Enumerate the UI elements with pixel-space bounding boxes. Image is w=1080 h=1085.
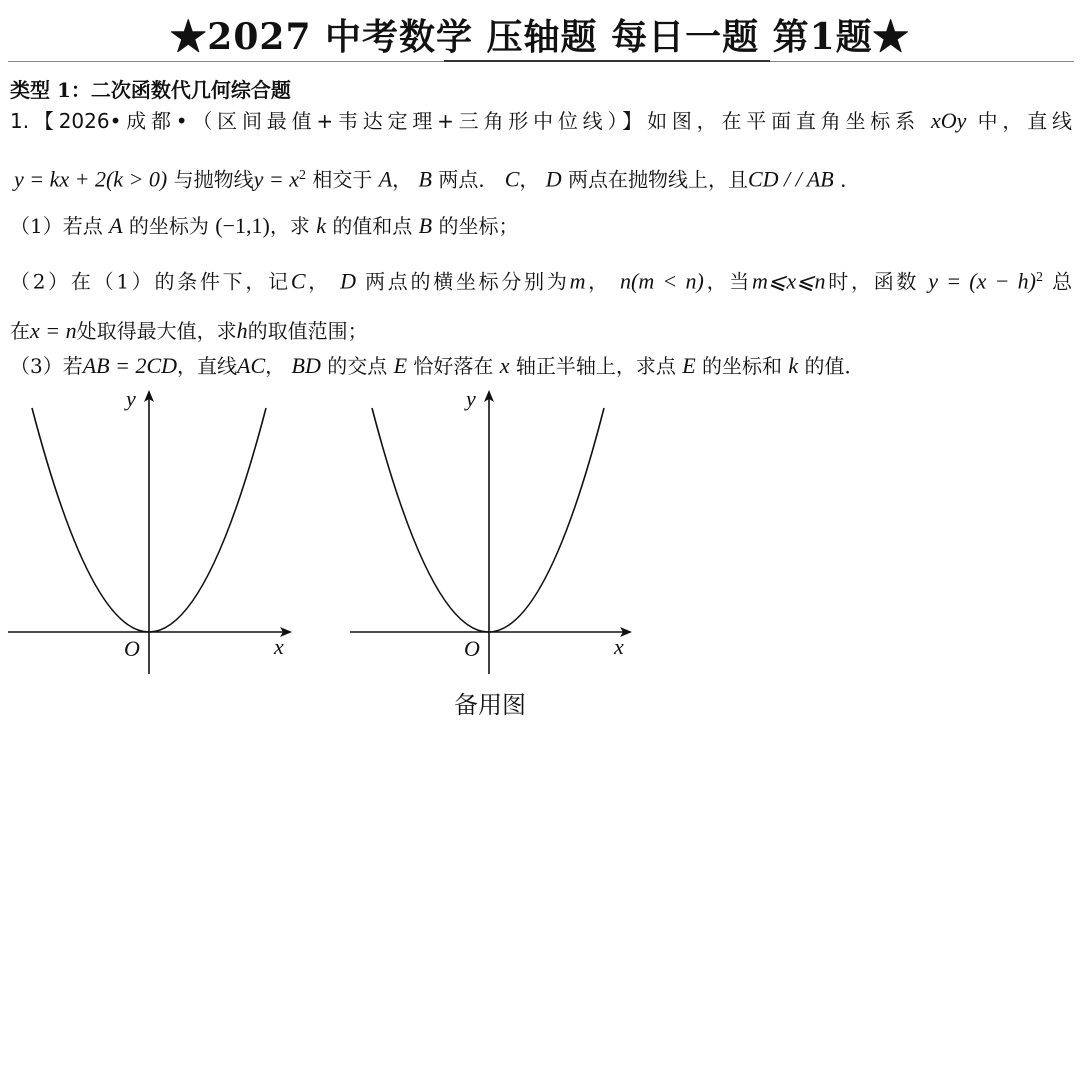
y-axis-label: y <box>126 386 136 411</box>
part-2-continued <box>10 316 368 346</box>
with-parabola-text: 与抛物线 <box>173 167 254 192</box>
part2-function-expression: y = (x − h) <box>928 268 1037 294</box>
figure-caption: 备用图 <box>454 691 526 719</box>
line-ac: AC <box>237 353 266 378</box>
var-x: x <box>499 353 510 378</box>
part1-coord-text: 的坐标为 <box>128 214 209 238</box>
comma: ， <box>265 354 286 378</box>
point-c: C <box>504 166 520 192</box>
part3-axis: 轴正半轴上，求点 <box>515 354 676 378</box>
part-3 <box>10 351 865 381</box>
part1-lead: （1）若点 <box>10 214 103 238</box>
y-axis-label: y <box>466 386 476 411</box>
plane-name: xOy <box>931 108 967 133</box>
line-expression: y = kx + 2(k > 0) <box>14 166 168 192</box>
part3-lands: 恰好落在 <box>413 354 494 378</box>
part1-end: 的坐标； <box>438 214 519 238</box>
origin-label: O <box>464 636 480 661</box>
comma: ， <box>585 269 611 294</box>
part2-total: 总 <box>1052 269 1073 294</box>
parabola-expression: y = x <box>253 166 299 192</box>
period: ． <box>840 167 861 192</box>
part2-line2-tail: 处取得最大值，求 <box>76 319 237 343</box>
parallel-expression: CD / / AB <box>747 166 834 192</box>
title-underline <box>444 60 770 62</box>
part3-lines: ，直线 <box>177 354 238 378</box>
parabola-graph <box>4 388 294 688</box>
point-c: C <box>290 268 306 294</box>
point-e: E <box>682 353 696 378</box>
part3-end: 的值． <box>804 354 865 378</box>
problem-source: 【2026•成都•（区间最值+韦达定理+三角形中位线）】 <box>29 109 648 133</box>
part1-tail: 的值和点 <box>332 214 413 238</box>
page-title: ★2027 中考数学 压轴题 每日一题 第1题★ <box>170 16 910 58</box>
part2-at: x = n <box>30 318 77 343</box>
var-k: k <box>788 353 799 378</box>
comma: ， <box>305 269 331 294</box>
intro-tail: 中，直线 <box>977 109 1073 133</box>
part2-end: 的取值范围； <box>247 319 368 343</box>
part2-condition: n(m < n) <box>620 268 704 294</box>
point-d: D <box>340 268 356 294</box>
origin-label: O <box>124 636 140 661</box>
parabola-curve <box>372 408 604 632</box>
point-a: A <box>378 166 393 192</box>
on-parabola-text: 两点在抛物线上，且 <box>567 167 748 192</box>
problem-line-2 <box>14 161 1072 195</box>
var-m: m <box>569 268 586 294</box>
part2-when: ，当 <box>703 269 753 294</box>
part1-ask: ，求 <box>269 214 310 238</box>
problem-number: 1. <box>10 109 30 133</box>
part-2 <box>10 263 1072 297</box>
x-axis-label: x <box>614 634 624 659</box>
part2-mid: 两点的横坐标分别为 <box>365 269 570 294</box>
part2-lead: （2）在（1）的条件下，记 <box>10 269 291 294</box>
point-e: E <box>393 353 408 378</box>
part2-range: m⩽x⩽n <box>752 268 826 294</box>
part3-equation: AB = 2CD <box>82 353 178 378</box>
parabola-exponent: 2 <box>298 168 306 183</box>
comma: ， <box>519 167 540 192</box>
parabola-figure-spare <box>346 388 636 688</box>
part3-coord: 的坐标和 <box>702 354 783 378</box>
part3-intersect: 的交点 <box>327 354 388 378</box>
part2-line2-lead: 在 <box>10 319 30 343</box>
parabola-graph-spare <box>346 388 636 688</box>
type-heading: 类型 1：二次函数代几何综合题 <box>10 78 291 102</box>
part2-func-text: 时，函数 <box>825 269 920 294</box>
two-points-text: 两点． <box>438 167 499 192</box>
problem-line-1 <box>10 106 1072 136</box>
var-k: k <box>316 213 326 238</box>
point-b: B <box>418 213 433 238</box>
part-1 <box>10 211 518 241</box>
parabola-figure <box>4 388 294 688</box>
part1-coordinate: (−1,1) <box>215 213 270 238</box>
function-exponent: 2 <box>1036 270 1044 285</box>
point-b: B <box>418 166 432 192</box>
line-bd: BD <box>291 353 321 378</box>
x-axis-label: x <box>274 634 284 659</box>
comma: ， <box>392 167 413 192</box>
part3-lead: （3）若 <box>10 354 83 378</box>
point-a: A <box>109 213 123 238</box>
intersect-text: 相交于 <box>312 167 373 192</box>
var-h: h <box>236 318 248 343</box>
point-d: D <box>545 166 562 192</box>
intro-lead: 如图，在平面直角坐标系 <box>647 109 920 133</box>
